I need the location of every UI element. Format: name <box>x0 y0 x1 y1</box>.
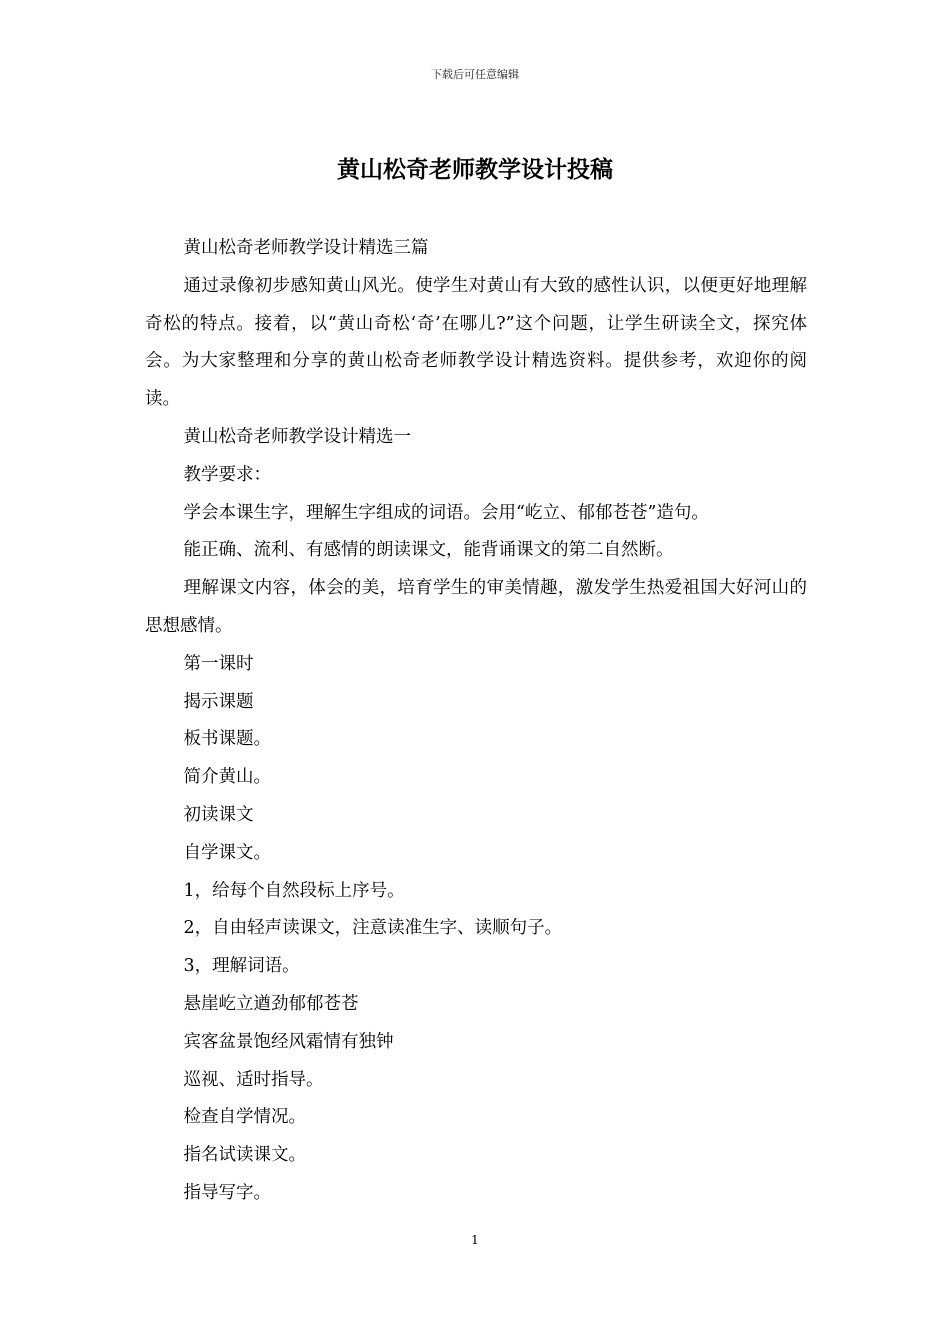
body-paragraph: 悬崖屹立遒劲郁郁苍苍 <box>183 993 359 1014</box>
body-paragraph: 宾客盆景饱经风霜情有独钟 <box>183 1031 394 1052</box>
body-paragraph: 自学课文。 <box>183 842 271 863</box>
body-paragraph: 揭示课题 <box>183 691 254 712</box>
body-paragraph: 黄山松奇老师教学设计精选一 <box>183 426 411 447</box>
body-paragraph: 通过录像初步感知黄山风光。使学生对黄山有大致的感性认识，以便更好地理解奇松的特点。接着，以“黄山奇松‘奇’在哪儿?”这个问题，让学生研读全文，探究体会。为大家整理和分享的黄山松奇老师教学设计精选资料。提供参考，欢迎你的阅读。 <box>145 275 807 410</box>
document-body <box>145 230 807 1213</box>
page-header-note: 下载后可任意编辑 <box>431 68 519 81</box>
body-paragraph: 学会本课生字，理解生字组成的词语。会用“屹立、郁郁苍苍”造句。 <box>183 502 709 523</box>
body-paragraph: 板书课题。 <box>183 729 271 750</box>
body-paragraph: 初读课文 <box>183 804 254 825</box>
body-paragraph: 2，自由轻声读课文，注意读准生字、读顺句子。 <box>183 918 563 939</box>
body-paragraph: 教学要求： <box>183 464 271 485</box>
body-paragraph: 指导写字。 <box>183 1182 271 1203</box>
body-paragraph: 黄山松奇老师教学设计精选三篇 <box>183 238 429 258</box>
body-paragraph: 3，理解词语。 <box>183 956 300 977</box>
body-paragraph: 简介黄山。 <box>183 767 271 788</box>
body-paragraph: 巡视、适时指导。 <box>183 1069 324 1090</box>
body-paragraph: 能正确、流利、有感情的朗读课文，能背诵课文的第二自然断。 <box>183 540 674 561</box>
body-paragraph: 第一课时 <box>183 653 254 674</box>
body-paragraph: 1，给每个自然段标上序号。 <box>183 880 405 901</box>
body-paragraph: 理解课文内容，体会的美，培育学生的审美情趣，激发学生热爱祖国大好河山的思想感情。 <box>145 578 807 636</box>
body-paragraph: 指名试读课文。 <box>183 1145 306 1166</box>
body-paragraph: 检查自学情况。 <box>183 1107 306 1128</box>
document-title: 黄山松奇老师教学设计投稿 <box>337 156 613 183</box>
page-number: 1 <box>471 1233 479 1247</box>
